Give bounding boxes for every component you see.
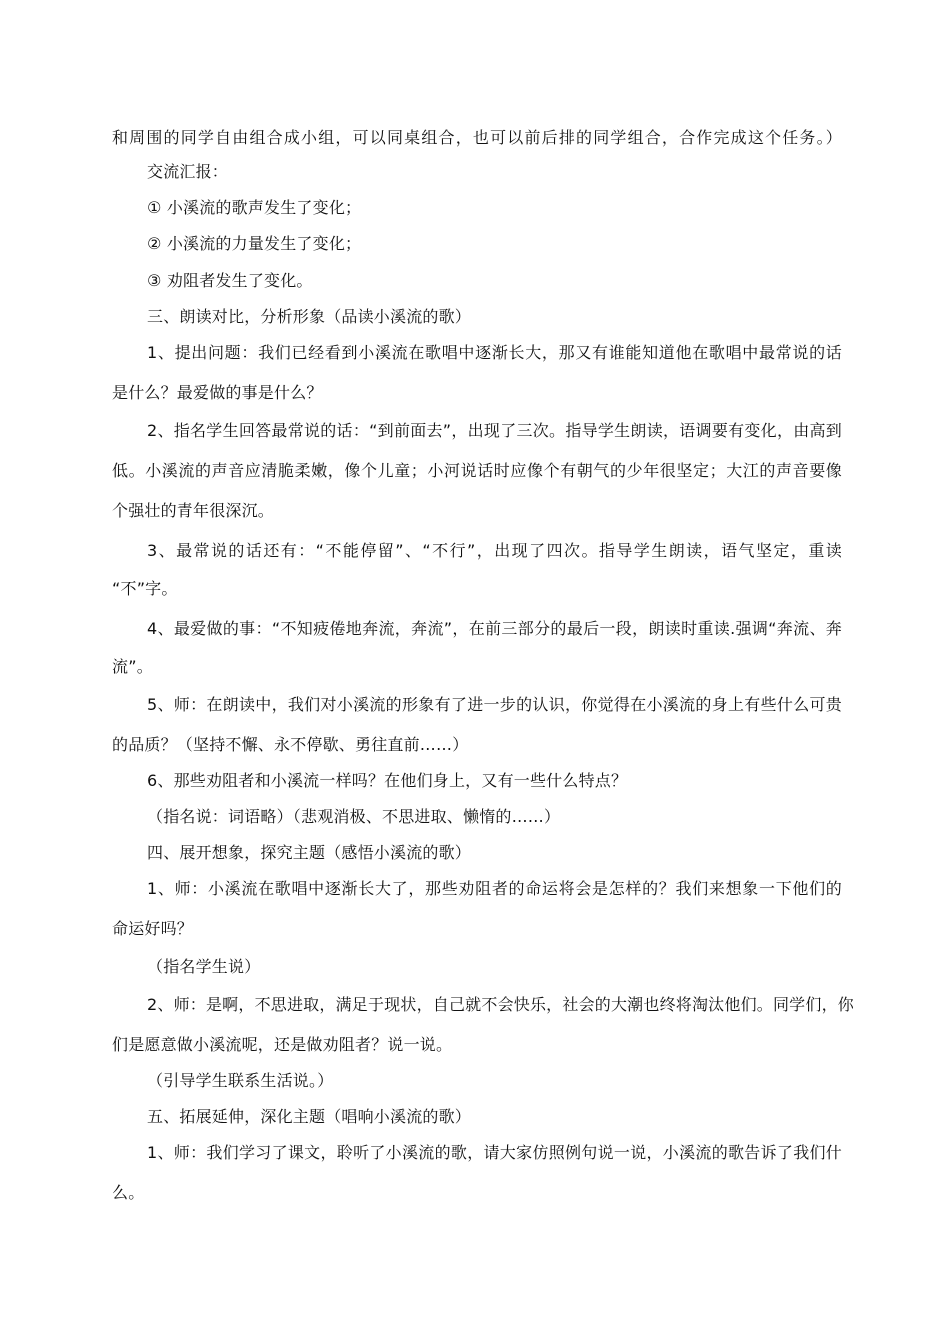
text-line: （引导学生联系生活说。） xyxy=(147,1071,334,1090)
section-heading: 五、拓展延伸，深化主题（唱响小溪流的歌） xyxy=(147,1107,472,1126)
text-line: 1、师：小溪流在歌唱中逐渐长大了，那些劝阻者的命运将会是怎样的？我们来想象一下他们的 xyxy=(147,879,842,898)
text-line: 1、师：我们学习了课文，聆听了小溪流的歌，请大家仿照例句说一说，小溪流的歌告诉了我们什 xyxy=(147,1143,842,1162)
text-line: （指名学生说） xyxy=(147,957,261,976)
text-line: 5、师：在朗读中，我们对小溪流的形象有了进一步的认识，你觉得在小溪流的身上有些什么可贵 xyxy=(147,695,842,714)
text-line: 交流汇报： xyxy=(147,162,229,181)
section-heading: 三、朗读对比，分析形象（品读小溪流的歌） xyxy=(147,307,472,326)
text-line: ③ 劝阻者发生了变化。 xyxy=(147,271,313,290)
text-line: 6、那些劝阻者和小溪流一样吗？在他们身上，又有一些什么特点？ xyxy=(147,771,628,790)
text-line: 2、师：是啊，不思进取，满足于现状，自己就不会快乐，社会的大潮也终将淘汰他们。同学们，你 xyxy=(147,995,854,1014)
text-line: 是什么？最爱做的事是什么？ xyxy=(112,383,323,402)
text-line: 1、提出问题：我们已经看到小溪流在歌唱中逐渐长大，那又有谁能知道他在歌唱中最常说的话 xyxy=(147,343,842,362)
section-heading: 四、展开想象，探究主题（感悟小溪流的歌） xyxy=(147,843,472,862)
text-line: “不”字。 xyxy=(112,579,178,598)
text-line: ① 小溪流的歌声发生了变化； xyxy=(147,198,362,217)
text-line: 2、指名学生回答最常说的话：“到前面去”，出现了三次。指导学生朗读，语调要有变化，由高到 xyxy=(147,421,842,440)
text-line: 流”。 xyxy=(112,657,153,676)
text-line: 4、最爱做的事：“不知疲倦地奔流，奔流”，在前三部分的最后一段，朗读时重读.强调“奔流、奔 xyxy=(147,619,842,638)
text-line: （指名说：词语略）（悲观消极、不思进取、懒惰的……） xyxy=(147,807,561,826)
text-line: 的品质？（坚持不懈、永不停歇、勇往直前……） xyxy=(112,735,469,754)
text-line: 和周围的同学自由组合成小组，可以同桌组合，也可以前后排的同学组合，合作完成这个任务。） xyxy=(112,128,842,147)
text-line: 低。小溪流的声音应清脆柔嫩，像个儿童；小河说话时应像个有朝气的少年很坚定；大江的声音要像 xyxy=(112,461,842,480)
text-line: 3、最常说的话还有：“不能停留”、“不行”，出现了四次。指导学生朗读，语气坚定，重读 xyxy=(147,541,842,560)
text-line: ② 小溪流的力量发生了变化； xyxy=(147,234,362,253)
text-line: 们是愿意做小溪流呢，还是做劝阻者？说一说。 xyxy=(112,1035,453,1054)
text-line: 个强壮的青年很深沉。 xyxy=(112,501,275,520)
text-line: 命运好吗？ xyxy=(112,919,194,938)
text-line: 么。 xyxy=(112,1183,145,1202)
